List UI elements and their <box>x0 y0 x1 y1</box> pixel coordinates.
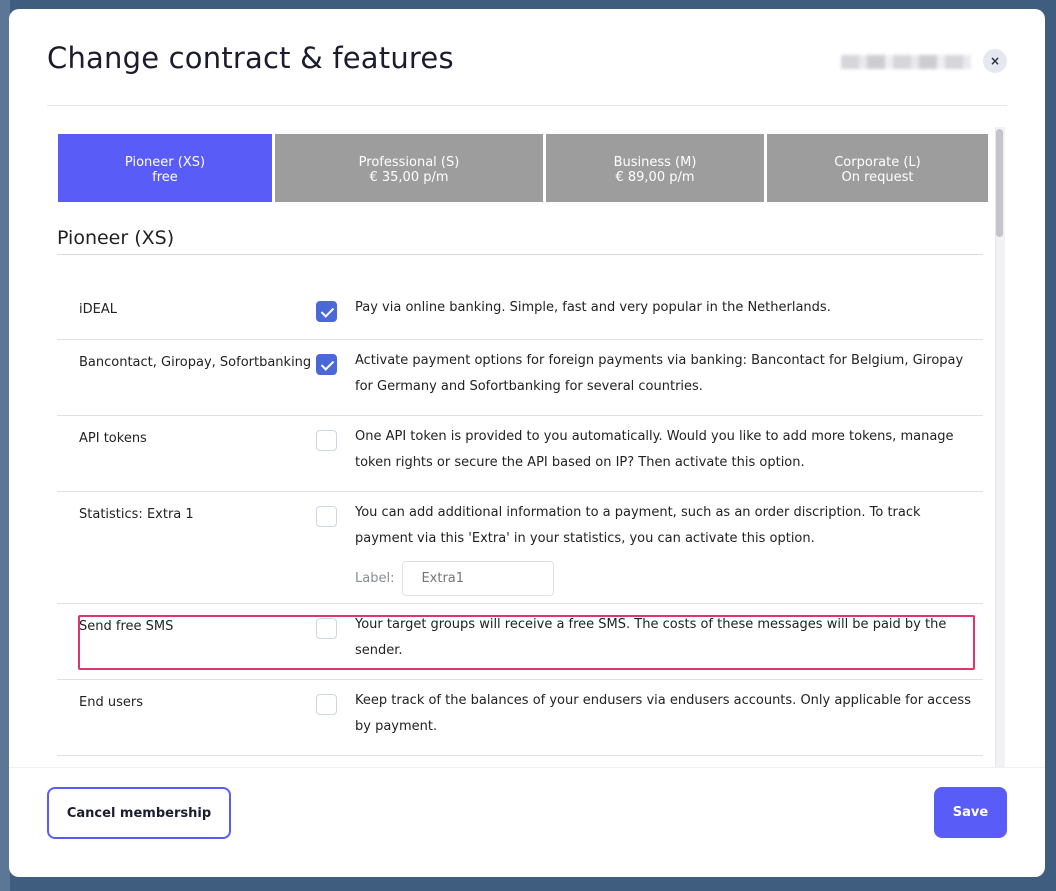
section-heading: Pioneer (XS) <box>57 227 175 249</box>
feature-name: Bancontact, Giropay, Sofortbanking <box>79 355 312 370</box>
extra-label-input[interactable] <box>402 561 554 596</box>
plan-price: € 35,00 p/m <box>369 170 449 185</box>
modal-title: Change contract & features <box>47 41 454 75</box>
feature-row-ideal <box>57 287 983 340</box>
tab-corporate-l[interactable] <box>767 134 988 202</box>
feature-checkbox[interactable] <box>316 301 337 322</box>
feature-description: One API token is provided to you automatically. Would you like to add more tokens, manage token rights or secure the API based on IP? Then activate this option. <box>355 429 954 470</box>
feature-checkbox[interactable] <box>316 618 337 639</box>
plan-name: Business (M) <box>613 155 697 170</box>
close-icon[interactable]: × <box>983 49 1007 73</box>
feature-description: Pay via online banking. Simple, fast and very popular in the Netherlands. <box>355 300 831 315</box>
extra-label-caption: Label: <box>355 571 395 586</box>
feature-description: Activate payment options for foreign payments via banking: Bancontact for Belgium, Giropay for Germany and Sofortbanking for several countries. <box>355 353 964 394</box>
plan-price: € 89,00 p/m <box>615 170 695 185</box>
feature-row-api-tokens <box>57 416 983 492</box>
feature-description: Keep track of the balances of your endusers via endusers accounts. Only applicable for access by payment. <box>355 693 971 734</box>
plan-tabs <box>58 134 988 202</box>
header-divider <box>47 105 1007 106</box>
plan-name: Pioneer (XS) <box>124 155 206 170</box>
cancel-membership-button[interactable]: Cancel membership <box>47 787 231 839</box>
feature-name: Statistics: Extra 1 <box>79 507 194 522</box>
feature-row-bancontact <box>57 340 983 416</box>
feature-name: Send free SMS <box>79 619 174 634</box>
blurred-account-name <box>841 55 971 69</box>
plan-name: Corporate (L) <box>834 155 921 170</box>
plan-name: Professional (S) <box>358 155 460 170</box>
features-scroll-area[interactable] <box>47 127 1007 767</box>
feature-row-send-free-sms <box>57 604 983 680</box>
feature-name: End users <box>79 695 143 710</box>
feature-checkbox[interactable] <box>316 506 337 527</box>
tab-business-m[interactable] <box>546 134 764 202</box>
feature-checkbox[interactable] <box>316 354 337 375</box>
plan-price: free <box>152 170 178 185</box>
extra-label-row <box>355 561 554 596</box>
tab-professional-s[interactable] <box>275 134 543 202</box>
feature-row-partial <box>57 756 983 767</box>
change-contract-modal <box>9 9 1045 877</box>
feature-checkbox[interactable] <box>316 694 337 715</box>
feature-description: You can add additional information to a payment, such as an order discription. To track payment via this 'Extra' in your statistics, you can activate this option. <box>355 505 921 546</box>
tab-pioneer-xs[interactable] <box>58 134 272 202</box>
feature-name: API tokens <box>79 431 147 446</box>
scrollbar-thumb[interactable] <box>996 129 1003 237</box>
save-button[interactable]: Save <box>934 787 1007 838</box>
feature-checkbox[interactable] <box>316 430 337 451</box>
section-divider <box>57 254 983 255</box>
footer-divider <box>9 767 1045 768</box>
feature-row-statistics-extra-1 <box>57 492 983 604</box>
feature-description: Your target groups will receive a free SMS. The costs of these messages will be paid by the sender. <box>355 617 947 658</box>
feature-name: iDEAL <box>79 302 117 317</box>
feature-row-end-users <box>57 680 983 756</box>
plan-price: On request <box>841 170 914 185</box>
